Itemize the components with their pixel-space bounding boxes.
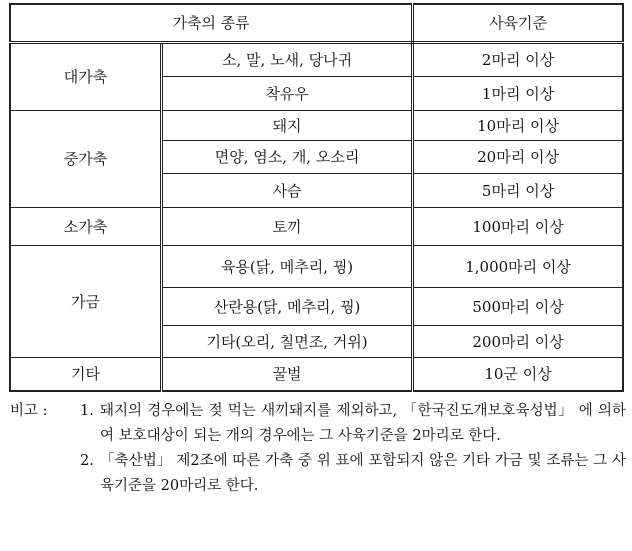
notes-label: 비고 :: [10, 403, 48, 419]
group-label: 대가축: [10, 42, 161, 110]
table-row: [10, 207, 623, 245]
group-label: 중가축: [10, 110, 161, 207]
animal-cell: 면양, 염소, 개, 오소리: [161, 140, 412, 173]
standard-cell: 1,000마리 이상: [413, 245, 623, 287]
animal-cell: 사슴: [161, 173, 412, 207]
livestock-standards-table: [9, 3, 624, 392]
animal-cell: 소, 말, 노새, 당나귀: [161, 42, 412, 76]
standard-cell: 20마리 이상: [413, 140, 623, 173]
animal-cell: 산란용(닭, 메추리, 꿩): [161, 287, 412, 325]
standard-cell: 200마리 이상: [413, 325, 623, 357]
table-row: [10, 357, 623, 391]
animal-cell: 꿀벌: [161, 357, 412, 391]
animal-cell: 육용(닭, 메추리, 꿩): [161, 245, 412, 287]
note-1: [10, 399, 626, 449]
standard-cell: 1마리 이상: [413, 76, 623, 110]
group-label: 기타: [10, 357, 161, 391]
standard-cell: 500마리 이상: [413, 287, 623, 325]
table-header-row: [10, 4, 623, 42]
standard-cell: 10마리 이상: [413, 110, 623, 140]
table-row: [10, 245, 623, 287]
note-text: 「축산법」 제2조에 따른 가축 중 위 표에 포함되지 않은 기타 가금 및 조류는 그 사육기준을 20마리로 한다.: [100, 453, 626, 494]
note-text: 돼지의 경우에는 젖 먹는 새끼돼지를 제외하고, 「한국진도개보호육성법」 에 의하여 보호대상이 되는 개의 경우에는 그 사육기준을 2마리로 한다.: [100, 403, 626, 444]
header-category: 가축의 종류: [10, 4, 413, 42]
animal-cell: 토끼: [161, 207, 412, 245]
animal-cell: 돼지: [161, 110, 412, 140]
header-standard: 사육기준: [413, 4, 623, 42]
note-number: 2.: [80, 453, 94, 469]
group-label: 소가축: [10, 207, 161, 245]
animal-cell: 기타(오리, 칠면조, 거위): [161, 325, 412, 357]
table-row: [10, 42, 623, 76]
note-number: 1.: [80, 403, 94, 419]
group-label: 가금: [10, 245, 161, 357]
standard-cell: 100마리 이상: [413, 207, 623, 245]
standard-cell: 2마리 이상: [413, 42, 623, 76]
table-row: [10, 110, 623, 140]
note-2: [80, 449, 626, 499]
notes-section: [10, 399, 626, 499]
animal-cell: 착유우: [161, 76, 412, 110]
standard-cell: 10군 이상: [413, 357, 623, 391]
standard-cell: 5마리 이상: [413, 173, 623, 207]
